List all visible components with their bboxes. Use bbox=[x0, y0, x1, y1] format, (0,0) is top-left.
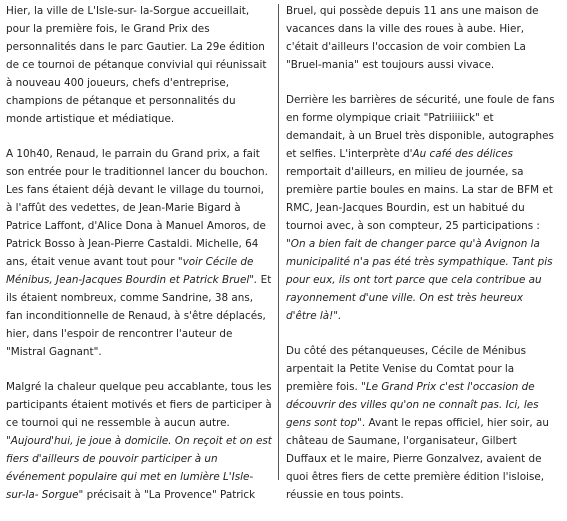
left-column bbox=[6, 2, 272, 521]
column-divider bbox=[278, 4, 279, 480]
paragraph-text: remportait d'ailleurs, en milieu de journée, sa première partie boules en mains. La star de BFM et RMC, Jean-Jacques Bourdin, est un habitué du tournoi avec, à son compteur, 25 participations : bbox=[286, 166, 553, 232]
paragraph bbox=[6, 145, 272, 361]
quote: "Le Grand Prix c'est l'occasion de découvrir des villes qu'on ne connaît pas. Ici, les gens sont top" bbox=[286, 381, 539, 429]
paragraph-text: A 10h40, Renaud, le parrain du Grand prix, a fait son entrée pour le traditionnel lancer du bouchon. Les fans étaient déjà devant le village du tournoi, à l'affût des vedettes, de Jean-Marie Bigard à Patrice Laffont, d'Alice Dona à Manuel Amoros, de Patrick Bosso à Jean-Pierre Castaldi. Michelle, 64 ans, était venue avant tout pour bbox=[6, 148, 268, 268]
paragraph-text: Du côté des pétanqueuses, Cécile de Ménibus arpentait la Petite Venise du Comtat pour la première fois. bbox=[286, 345, 526, 393]
paragraph bbox=[6, 2, 272, 128]
paragraph bbox=[286, 91, 556, 325]
quote: "voir Cécile de Ménibus, Jean-Jacques Bourdin et Patrick Bruel". bbox=[6, 256, 258, 286]
paragraph-text: Et ils étaient nombreux, comme Sandrine, 38 ans, fan inconditionnelle de Renaud, à s'être déplacés, hier, dans l'espoir de rencontrer l'auteur de "Mistral Gagnant". bbox=[6, 274, 272, 358]
paragraph-text: Malgré la chaleur quelque peu accablante, tous les participants étaient motivés et fiers de participer à ce tournoi qui ne ressemble à aucun autre. bbox=[6, 381, 272, 429]
paragraph bbox=[6, 378, 272, 504]
work-title: Au café des délices bbox=[412, 148, 513, 160]
paragraph-text: Hier, la ville de L'Isle-sur- la-Sorgue accueillait, pour la première fois, le Grand Prix des personnalités dans le parc Gautier. La 29e édition de ce tournoi de pétanque convivial qui réunissait à nouveau 400 joueurs, chefs d'entreprise, champions de pétanque et personnalités du monde artistique et médiatique. bbox=[6, 5, 267, 125]
paragraph-text: précisait à "La Provence" Patrick bbox=[83, 489, 256, 501]
paragraph bbox=[286, 342, 556, 504]
paragraph-text: Bruel, qui possède depuis 11 ans une maison de vacances dans la ville des roues à aube. Hier, c'était d'ailleurs l'occasion de voir combien La "Bruel-mania" est toujours aussi vivace. bbox=[286, 5, 539, 71]
paragraph-text: . Avant le repas officiel, hier soir, au château de Saumane, l'organisateur, Gilbert Duffaux et le maire, Pierre Gonzalvez, avaient de quoi êtres fiers de cette première édition l'isloise, réussie en tous points. bbox=[286, 417, 549, 501]
quote: "Aujourd'hui, je joue à domicile. On reçoit et on est fiers d'ailleurs de pouvoir participer à un événement populaire qui met en lumière L'Isle-sur-la- Sorgue" bbox=[6, 435, 272, 501]
right-column bbox=[286, 2, 556, 521]
paragraph-text: Derrière les barrières de sécurité, une foule de fans en forme olympique criait "Patriiiiick" et demandait, à un Bruel très disponible, autographes et selfies. L'interprète d' bbox=[286, 94, 555, 160]
quote: "On a bien fait de changer parce qu'à Avignon la municipalité n'a pas été très sympathique. Tant pis pour eux, ils ont tort parce que cela contribue au rayonnement d'une ville. On est très heureux d'être là!". bbox=[286, 238, 553, 322]
paragraph bbox=[286, 2, 556, 74]
